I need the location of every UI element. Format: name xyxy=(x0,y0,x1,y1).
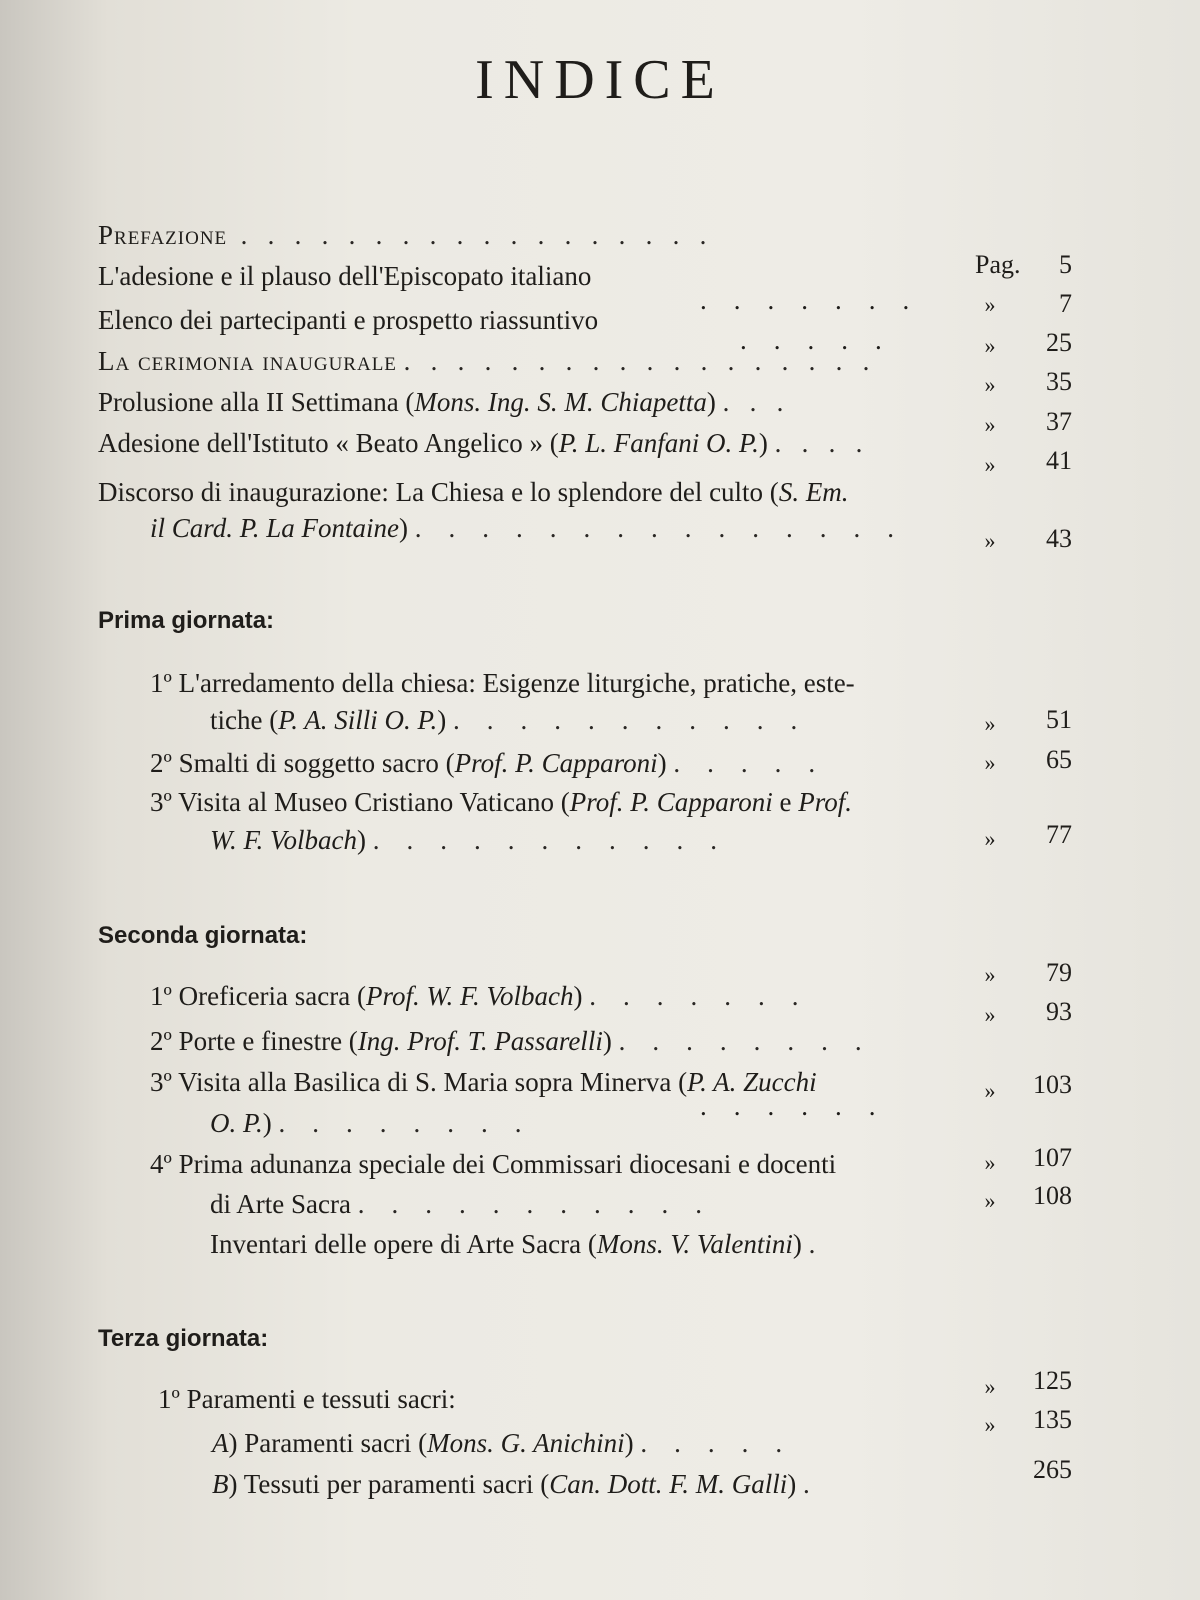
toc-entry-tessuti: B) Tessuti per paramenti sacri (Can. Dott. F. M. Galli) . xyxy=(212,1469,810,1499)
ditto-mark: » xyxy=(984,1150,996,1175)
ditto-mark: » xyxy=(984,1412,996,1437)
toc-entry-arredamento-cont: tiche (P. A. Silli O. P.) . . . . . . . . . . . xyxy=(210,705,798,735)
leader-dots: . . . . . . . . xyxy=(618,1026,862,1056)
section-heading-prima: Prima giornata: xyxy=(98,607,275,634)
toc-entry-discorso: Discorso di inaugurazione: La Chiesa e lo splendore del culto (S. Em. xyxy=(98,477,849,507)
toc-entry-visita-basilica-cont: O. P.) . . . . . . . . xyxy=(210,1108,522,1138)
page-number: 103 xyxy=(1033,1070,1072,1099)
page-number: 135 xyxy=(1033,1405,1072,1434)
toc-entry-cerimonia: La cerimonia inaugurale . . . . . . . . . . . . . . . . . . xyxy=(98,346,870,376)
toc-entry-elenco-partecipanti: Elenco dei partecipanti e prospetto riassuntivo xyxy=(98,305,599,335)
toc-entry-paramenti: 1º Paramenti e tessuti sacri: xyxy=(158,1384,456,1414)
toc-entry-smalti: 2º Smalti di soggetto sacro (Prof. P. Capparoni) . . . . . xyxy=(150,748,816,778)
ditto-mark: » xyxy=(984,1078,996,1103)
toc-entry-paramenti-sacri: A) Paramenti sacri (Mons. G. Anichini) . . . . . xyxy=(212,1428,783,1458)
toc-entry-adesione-episcopato: L'adesione e il plauso dell'Episcopato italiano xyxy=(98,261,592,291)
toc-entry-visita-museo-cont: W. F. Volbach) . . . . . . . . . . . xyxy=(210,825,718,855)
leader-dots: . . . . . . . . . . . xyxy=(372,825,718,855)
leader-dots: . . . . . . . . . . . xyxy=(453,705,798,735)
leader-dots: . . . . . xyxy=(640,1428,783,1458)
leader-dots: . . . . . . . xyxy=(589,981,799,1011)
leader-dots: . . . . . . . xyxy=(700,285,910,315)
page-number: 35 xyxy=(1046,367,1072,396)
page-number: 107 xyxy=(1033,1143,1072,1172)
toc-entry-prolusione: Prolusione alla II Settimana (Mons. Ing. S. M. Chiapetta) . . . xyxy=(98,387,784,417)
ditto-mark: » xyxy=(984,826,996,851)
toc-entry-visita-basilica: 3º Visita alla Basilica di S. Maria sopra Minerva (P. A. Zucchi xyxy=(150,1067,817,1097)
page-number: 265 xyxy=(1033,1455,1072,1484)
leader-dots: . . . . . . . . . . . xyxy=(357,1189,702,1219)
leader-dots: . . . . . . xyxy=(700,1091,876,1121)
leader-dots: . xyxy=(803,1469,810,1499)
toc-entry-adunanza: 4º Prima adunanza speciale dei Commissari diocesani e docenti xyxy=(150,1149,837,1179)
page-number: 93 xyxy=(1046,997,1072,1026)
page-number: 5 xyxy=(1059,250,1072,279)
page-number: 7 xyxy=(1059,289,1072,318)
ditto-mark: » xyxy=(984,1374,996,1399)
ditto-mark: » xyxy=(984,528,996,553)
leader-dots: . . . . . xyxy=(673,748,816,778)
page-number: 43 xyxy=(1046,524,1072,553)
toc-entry-inventari: Inventari delle opere di Arte Sacra (Mons. V. Valentini) . xyxy=(210,1229,816,1259)
leader-dots: . xyxy=(808,1229,816,1259)
leader-dots: . . . . xyxy=(774,428,863,458)
ditto-mark: » xyxy=(984,1188,996,1213)
page-title: INDICE xyxy=(475,49,725,111)
ditto-mark: » xyxy=(984,372,996,397)
toc-entry-prefazione: Prefazione . . . . . . . . . . . . . . . . . . xyxy=(98,220,707,250)
ditto-mark: » xyxy=(984,711,996,736)
section-heading-terza: Terza giornata: xyxy=(98,1325,269,1352)
ditto-mark: » xyxy=(984,750,996,775)
page-number: 25 xyxy=(1046,328,1072,357)
ditto-mark: » xyxy=(984,962,996,987)
page-number: 79 xyxy=(1046,958,1072,987)
toc-entry-porte-finestre: 2º Porte e finestre (Ing. Prof. T. Passarelli) . . . . . . . . xyxy=(150,1026,862,1056)
page-number: 65 xyxy=(1046,745,1072,774)
toc-entry-arredamento: 1º L'arredamento della chiesa: Esigenze liturgiche, pratiche, este- xyxy=(150,668,855,698)
ditto-mark: » xyxy=(984,292,996,317)
toc-entry-discorso-cont: il Card. P. La Fontaine) . . . . . . . . . . . . . . . xyxy=(150,513,895,543)
leader-dots: . . . . . . . . . . . . . . . . . . xyxy=(403,346,870,376)
page-number: 77 xyxy=(1046,820,1072,849)
ditto-mark: » xyxy=(984,1002,996,1027)
ditto-mark: » xyxy=(984,412,996,437)
section-heading-seconda: Seconda giornata: xyxy=(98,922,308,949)
page-number: 37 xyxy=(1046,407,1072,436)
toc-entry-adunanza-cont: di Arte Sacra . . . . . . . . . . . xyxy=(210,1189,702,1219)
leader-dots: . . . . . . . . . . . . . . . xyxy=(414,513,895,543)
page-number: 51 xyxy=(1046,705,1072,734)
page-number: 108 xyxy=(1033,1181,1072,1210)
toc-entry-visita-museo: 3º Visita al Museo Cristiano Vaticano (Prof. P. Capparoni e Prof. xyxy=(150,787,852,817)
ditto-mark: » xyxy=(984,452,996,477)
toc-entry-oreficeria: 1º Oreficeria sacra (Prof. W. F. Volbach) . . . . . . . xyxy=(150,981,799,1011)
toc-entry-adesione-istituto: Adesione dell'Istituto « Beato Angelico » (P. L. Fanfani O. P.) . . . . xyxy=(98,428,863,458)
ditto-mark: » xyxy=(984,333,996,358)
leader-dots: . . . . . . . . xyxy=(278,1108,522,1138)
page-number: 41 xyxy=(1046,446,1072,475)
leader-dots: . . . . . xyxy=(740,325,882,355)
pag-label: Pag. xyxy=(975,250,1021,279)
page-number: 125 xyxy=(1033,1366,1072,1395)
leader-dots: . . . . . . . . . . . . . . . . . . xyxy=(233,220,707,250)
leader-dots: . . . xyxy=(722,387,784,417)
